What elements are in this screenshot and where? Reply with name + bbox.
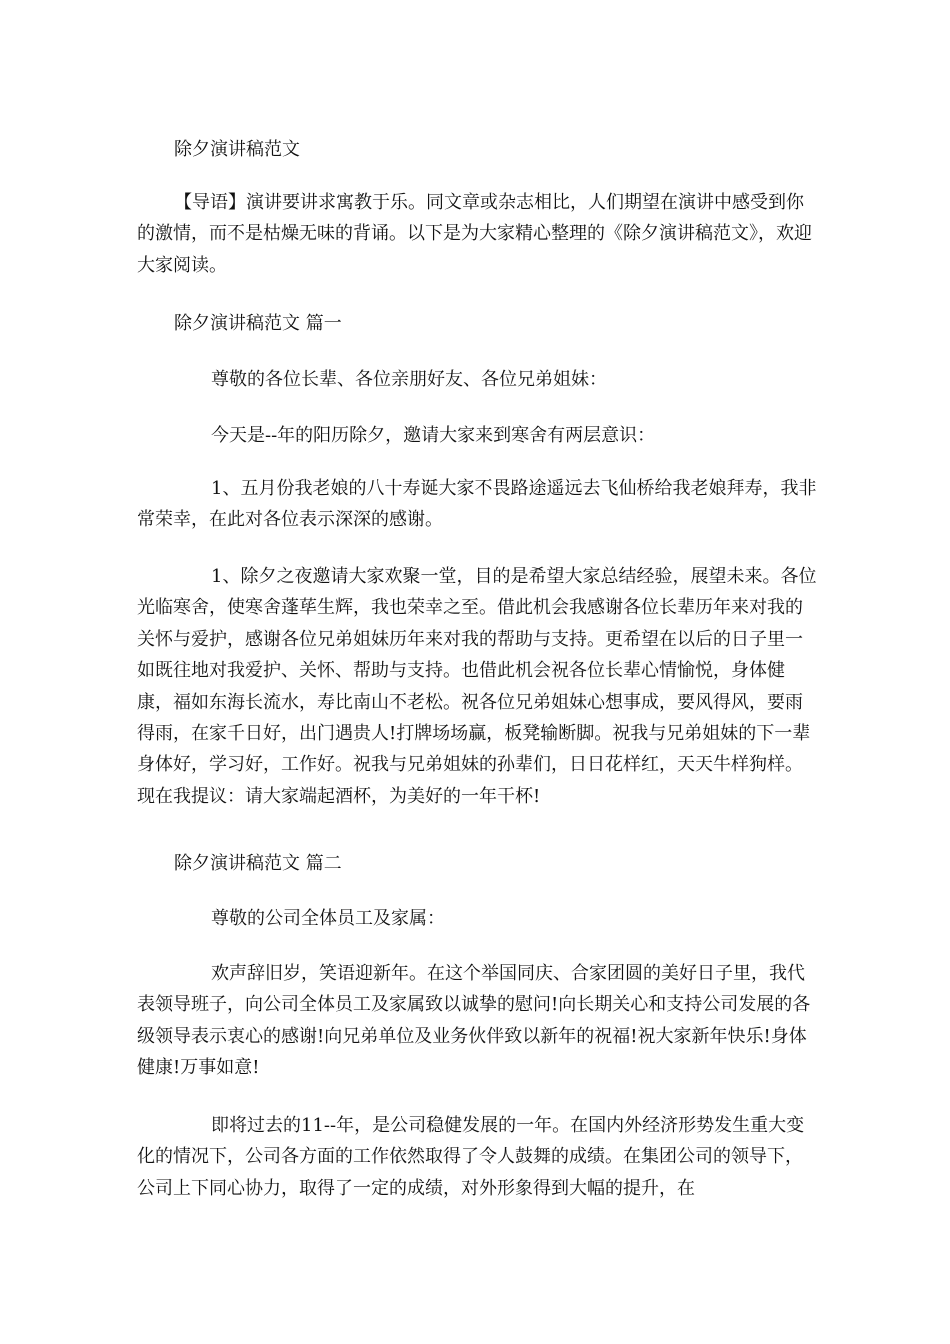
section2-greeting: 尊敬的公司全体员工及家属： [211,908,445,929]
section1-paragraph-2: 1、五月份我老娘的八十寿诞大家不畏路途遥远去飞仙桥给我老娘拜寿，我非常荣幸，在此对各位表示深深的感谢。 [137,478,817,531]
intro-paragraph: 【导语】演讲要讲求寓教于乐。同文章或杂志相比，人们期望在演讲中感受到你的激情，而不是枯燥无味的背诵。以下是为大家精心整理的《除夕演讲稿范文》，欢迎大家阅读。 [137,192,812,276]
section2-paragraph-1: 欢声辞旧岁，笑语迎新年。在这个举国同庆、合家团圆的美好日子里，我代表领导班子，向公司全体员工及家属致以诚挚的慰问!向长期关心和支持公司发展的各级领导表示衷心的感谢!向兄弟单位及业务伙伴致以新年的祝福!祝大家新年快乐!身体健康!万事如意! [137,963,811,1079]
section1-paragraph-3: 1、除夕之夜邀请大家欢聚一堂，目的是希望大家总结经验，展望未来。各位光临寒舍，使寒舍蓬荜生辉，我也荣幸之至。借此机会我感谢各位长辈历年来对我的关怀与爱护，感谢各位兄弟姐妹历年来对我的帮助与支持。更希望在以后的日子里一如既往地对我爱护、关怀、帮助与支持。也借此机会祝各位长辈心情愉悦，身体健康，福如东海长流水，寿比南山不老松。祝各位兄弟姐妹心想事成，要风得风，要雨得雨，在家千日好，出门遇贵人!打牌场场赢，板凳输断脚。祝我与兄弟姐妹的下一辈身体好，学习好，工作好。祝我与兄弟姐妹的孙辈们，日日花样红，天天牛样狗样。现在我提议：请大家端起酒杯，为美好的一年干杯! [137,566,817,807]
document-title: 除夕演讲稿范文 [174,139,300,160]
section2-paragraph-2: 即将过去的11--年，是公司稳健发展的一年。在国内外经济形势发生重大变化的情况下，公司各方面的工作依然取得了令人鼓舞的成绩。在集团公司的领导下，公司上下同心协力，取得了一定的成绩，对外形象得到大幅的提升，在 [137,1115,805,1199]
section1-paragraph-1: 今天是--年的阳历除夕，邀请大家来到寒舍有两层意识： [211,425,656,446]
section2-heading: 除夕演讲稿范文 篇二 [174,853,342,874]
section1-greeting: 尊敬的各位长辈、各位亲朋好友、各位兄弟姐妹： [211,369,607,390]
section1-heading: 除夕演讲稿范文 篇一 [174,313,342,334]
